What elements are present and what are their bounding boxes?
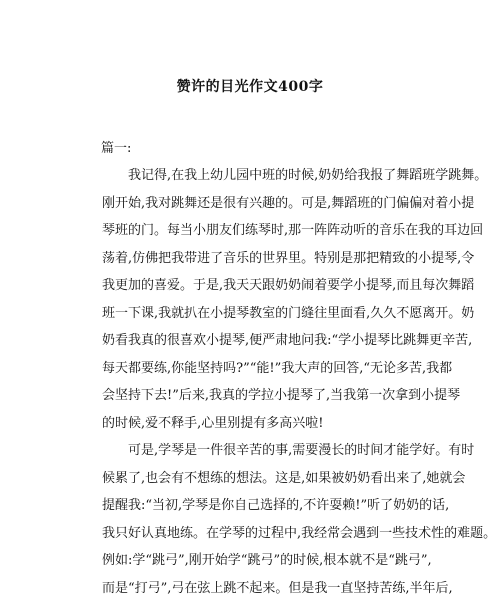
text-line: 会坚持下去!”后来,我真的学拉小提琴了,当我第一次拿到小提琴 [102,382,420,410]
paragraph-1 [102,162,420,437]
text-line: 琴班的门。每当小朋友们练琴时,那一阵阵动听的音乐在我的耳边回 [102,217,420,245]
text-line: 刚开始,我对跳舞还是很有兴趣的。可是,舞蹈班的门偏偏对着小提 [102,190,420,218]
text-line: 而是“打弓”,弓在弦上跳不起来。但是我一直坚持苦练,半年后, [102,575,420,602]
text-line: 我只好认真地练。在学琴的过程中,我经常会遇到一些技术性的难题。 [102,520,420,548]
text-line: 奶看我真的很喜欢小提琴,便严肃地问我:“学小提琴比跳舞更辛苦, [102,327,420,355]
text-line: 可是,学琴是一件很辛苦的事,需要漫长的时间才能学好。有时 [102,437,420,465]
paragraph-2 [102,437,420,602]
text-line: 我更加的喜爱。于是,我天天跟奶奶闹着要学小提琴,而且每次舞蹈 [102,272,420,300]
text-line: 候累了,也会有不想练的想法。这是,如果被奶奶看出来了,她就会 [102,465,420,493]
text-line: 每天都要练,你能坚持吗?”“能!”我大声的回答,“无论多苦,我都 [102,355,420,383]
document-body [102,162,420,602]
section-label: 篇一: [101,137,131,156]
document-title: 赞许的目光作文400字 [0,76,500,96]
text-line: 班一下课,我就扒在小提琴教室的门缝往里面看,久久不愿离开。奶 [102,300,420,328]
text-line: 的时候,爱不释手,心里别提有多高兴啦! [102,410,420,438]
text-line: 我记得,在我上幼儿园中班的时候,奶奶给我报了舞蹈班学跳舞。 [102,162,420,190]
text-line: 提醒我:“当初,学琴是你自己选择的,不许耍赖!”听了奶奶的话, [102,492,420,520]
text-line: 荡着,仿佛把我带进了音乐的世界里。特别是那把精致的小提琴,令 [102,245,420,273]
text-line: 例如:学“跳弓”,刚开始学“跳弓”的时候,根本就不是“跳弓”, [102,547,420,575]
